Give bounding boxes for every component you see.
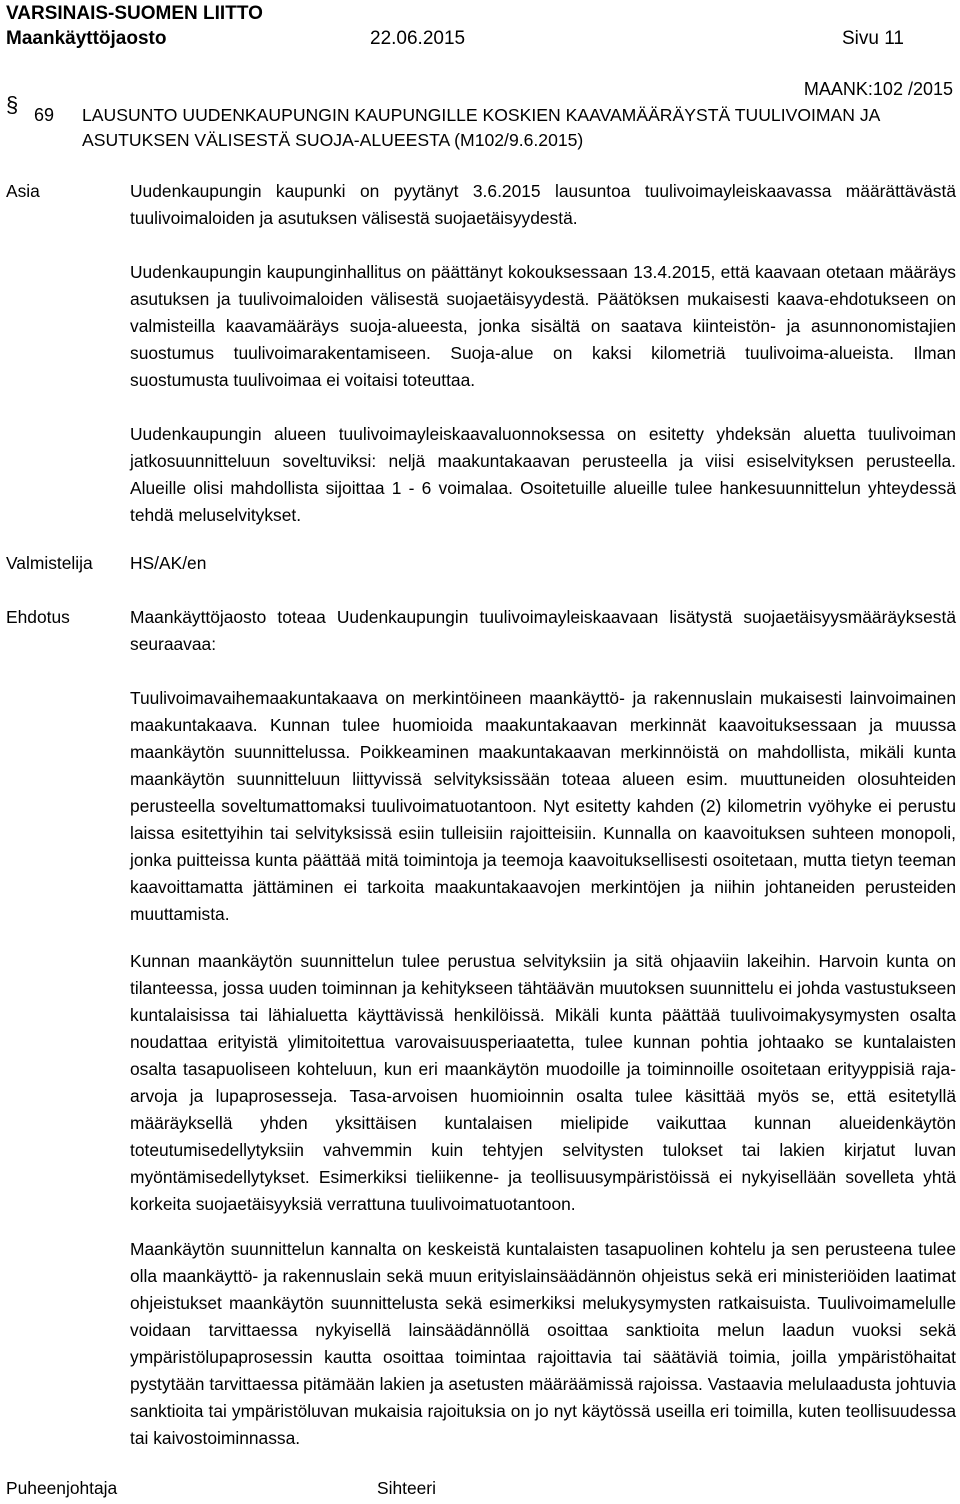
page-number: Sivu 11 [842, 28, 904, 49]
meeting-date: 22.06.2015 [370, 28, 466, 49]
paragraph-text: Maankäytön suunnittelun kannalta on keskeistä kuntalaisten tasapuolinen kohtelu ja sen perusteena tulee olla maankäyttö- ja rakennuslain sekä muun erityislainsäädännön ohjeistus sekä eri ministeriöiden laatimat ohjeistukset maankäytön suunnittelusta sekä esimerkiksi melukysymysten ratkaisuista. Tuulivoimamelulle voidaan tarvittaessa nykyisellä lainsäädännöllä osoittaa sanktioita melun laadun vuoksi sekä ympäristölupaprosessin kautta osoittaa toimintaa rajoittavia tai säätäviä toimia, joilla ympäristöhaitat pystytään tarvittaessa pitämään lakien ja asetusten määräämissä rajoissa. Vastaavia melulaadusta johtuvia sanktioita tai ympäristöluvan mukaisia rajoituksia on jo nyt käytössä useilla eri toimilla, kuten teollisuudessa tai kaivostoiminnassa. [130, 1239, 956, 1448]
paragraph-text: Maankäyttöjaosto toteaa Uudenkaupungin tuulivoimayleiskaavaan lisätystä suojaetäisyysmääräyksestä seuraavaa: [130, 607, 956, 654]
ehdotus-paragraph-4 [130, 1236, 956, 1452]
ehdotus-paragraph-1 [130, 604, 956, 658]
ehdotus-paragraph-2 [130, 685, 956, 928]
footer-secretary: Sihteeri [377, 1478, 436, 1498]
asia-paragraph-2 [130, 259, 956, 394]
organization-name: VARSINAIS-SUOMEN LIITTO [6, 3, 263, 24]
paragraph-text: Uudenkaupungin alueen tuulivoimayleiskaavaluonnoksessa on esitetty yhdeksän aluetta tuulivoiman jatkosuunnitteluun soveltuviksi: neljä maakuntakaavan perusteella ja viisi esiselvityksen perusteella. Alueille olisi mahdollista sijoittaa 1 - 6 voimalaa. Osoitetuille alueille tulee hankesuunnittelun yhteydessä tehdä meluselvitykset. [130, 424, 956, 525]
paragraph-text: Tuulivoimavaihemaakuntakaava on merkintöineen maankäyttö- ja rakennuslain mukaisesti lainvoimainen maakuntakaava. Kunnan tulee huomioida maakuntakaavan merkinnät kaavoituksessaan ja muussa maankäytön suunnittelussa. Poikkeaminen maakuntakaavan merkinnöistä on mahdollista, mikäli kunta maankäytön suunnitteluun liittyvissä selvityksissään toteaa alueen esim. muuttuneiden olosuhteiden perusteella soveltumattomaksi tuulivoimatuotantoon. Nyt esitetty kahden (2) kilometrin vyöhyke ei perustu laissa esitettyihin tai selvityksissä esiin tulleisiin rajoitteisiin. Kunnalla on kaavoituksen suhteen monopoli, jonka puitteissa kunta päättää mitä toimintoja ja teemoja kaavoituksellisesti osoitetaan, mutta tietyn teeman kaavoittamatta jättäminen ei tarkoita maakuntakaavojen merkintöjen ja niihin johtaneiden perusteiden muuttamista. [130, 688, 956, 924]
document-reference: MAANK:102 /2015 [803, 79, 953, 99]
label-asia: Asia [6, 181, 40, 201]
asia-paragraph-3 [130, 421, 956, 529]
department-name: Maankäyttöjaosto [6, 28, 167, 49]
item-title: LAUSUNTO UUDENKAUPUNGIN KAUPUNGILLE KOSKIEN KAAVAMÄÄRÄYSTÄ TUULIVOIMAN JA ASUTUKSEN VÄLISESTÄ SUOJA-ALUEESTA (M102/9.6.2015) [82, 105, 880, 150]
asia-paragraph-1 [130, 178, 956, 232]
section-mark: § [6, 92, 19, 117]
paragraph-text: Kunnan maankäytön suunnittelun tulee perustua selvityksiin ja sitä ohjaaviin lakeihin. Harvoin kunta on tilanteessa, jossa uuden toiminnan ja kehitykseen tähtäävän muutoksen suunnittelu ei johda vastustukseen kuntalaisissa tai lähialuetta käyttävissä henkilöissä. Mikäli kunta päättää tuulivoimakysymysten osalta noudattaa erityistä ylimitoitettua varovaisuusperiaatetta, tulee kunnan pohtia johtaako se kuntalaisten osalta tasapuoliseen kohteluun, kun eri maankäytön muodoille ja toiminnoille osoitetaan erityyppisiä raja-arvoja ja lupaprosesseja. Tasa-arvoisen huomioinnin osalta tulee käsittää myös se, että esitetyllä määräyksellä yhden yksittäisen kuntalaisen mielipide vaikuttaa kunnan alueidenkäytön toteutumisedellytyksiin vahvemmin kuin tehtyjen selvitysten tulokset tai lakien kirjatut luvan myöntämisedellytykset. Esimerkiksi tieliikenne- ja teollisuusympäristöissä ei nykyisellään sovelleta yhtä korkeita suojaetäisyyksiä verrattuna tuulivoimatuotantoon. [130, 951, 956, 1214]
footer-chair: Puheenjohtaja [6, 1478, 118, 1498]
label-ehdotus: Ehdotus [6, 607, 70, 627]
valmistelija-value: HS/AK/en [130, 553, 207, 573]
paragraph-text: Uudenkaupungin kaupunki on pyytänyt 3.6.2015 lausuntoa tuulivoimayleiskaavassa määrättävästä tuulivoimaloiden ja asutuksen välisestä suojaetäisyydestä. [130, 181, 956, 228]
paragraph-text: Uudenkaupungin kaupunginhallitus on päättänyt kokouksessaan 13.4.2015, että kaavaan otetaan määräys asutuksen ja tuulivoimaloiden välisestä suojaetäisyydestä. Päätöksen mukaisesti kaava-ehdotukseen on valmisteilla kaavamääräys suoja-alueesta, jonka sisältä on saatava kiinteistön- ja asunnonomistajien suostumus tuulivoimarakentamiseen. Suoja-alue on kaksi kilometriä tuulivoima-alueista. Ilman suostumusta tuulivoimaa ei voitaisi toteuttaa. [130, 262, 956, 390]
item-number: 69 [34, 105, 55, 125]
ehdotus-paragraph-3 [130, 948, 956, 1218]
label-valmistelija: Valmistelija [6, 553, 93, 573]
